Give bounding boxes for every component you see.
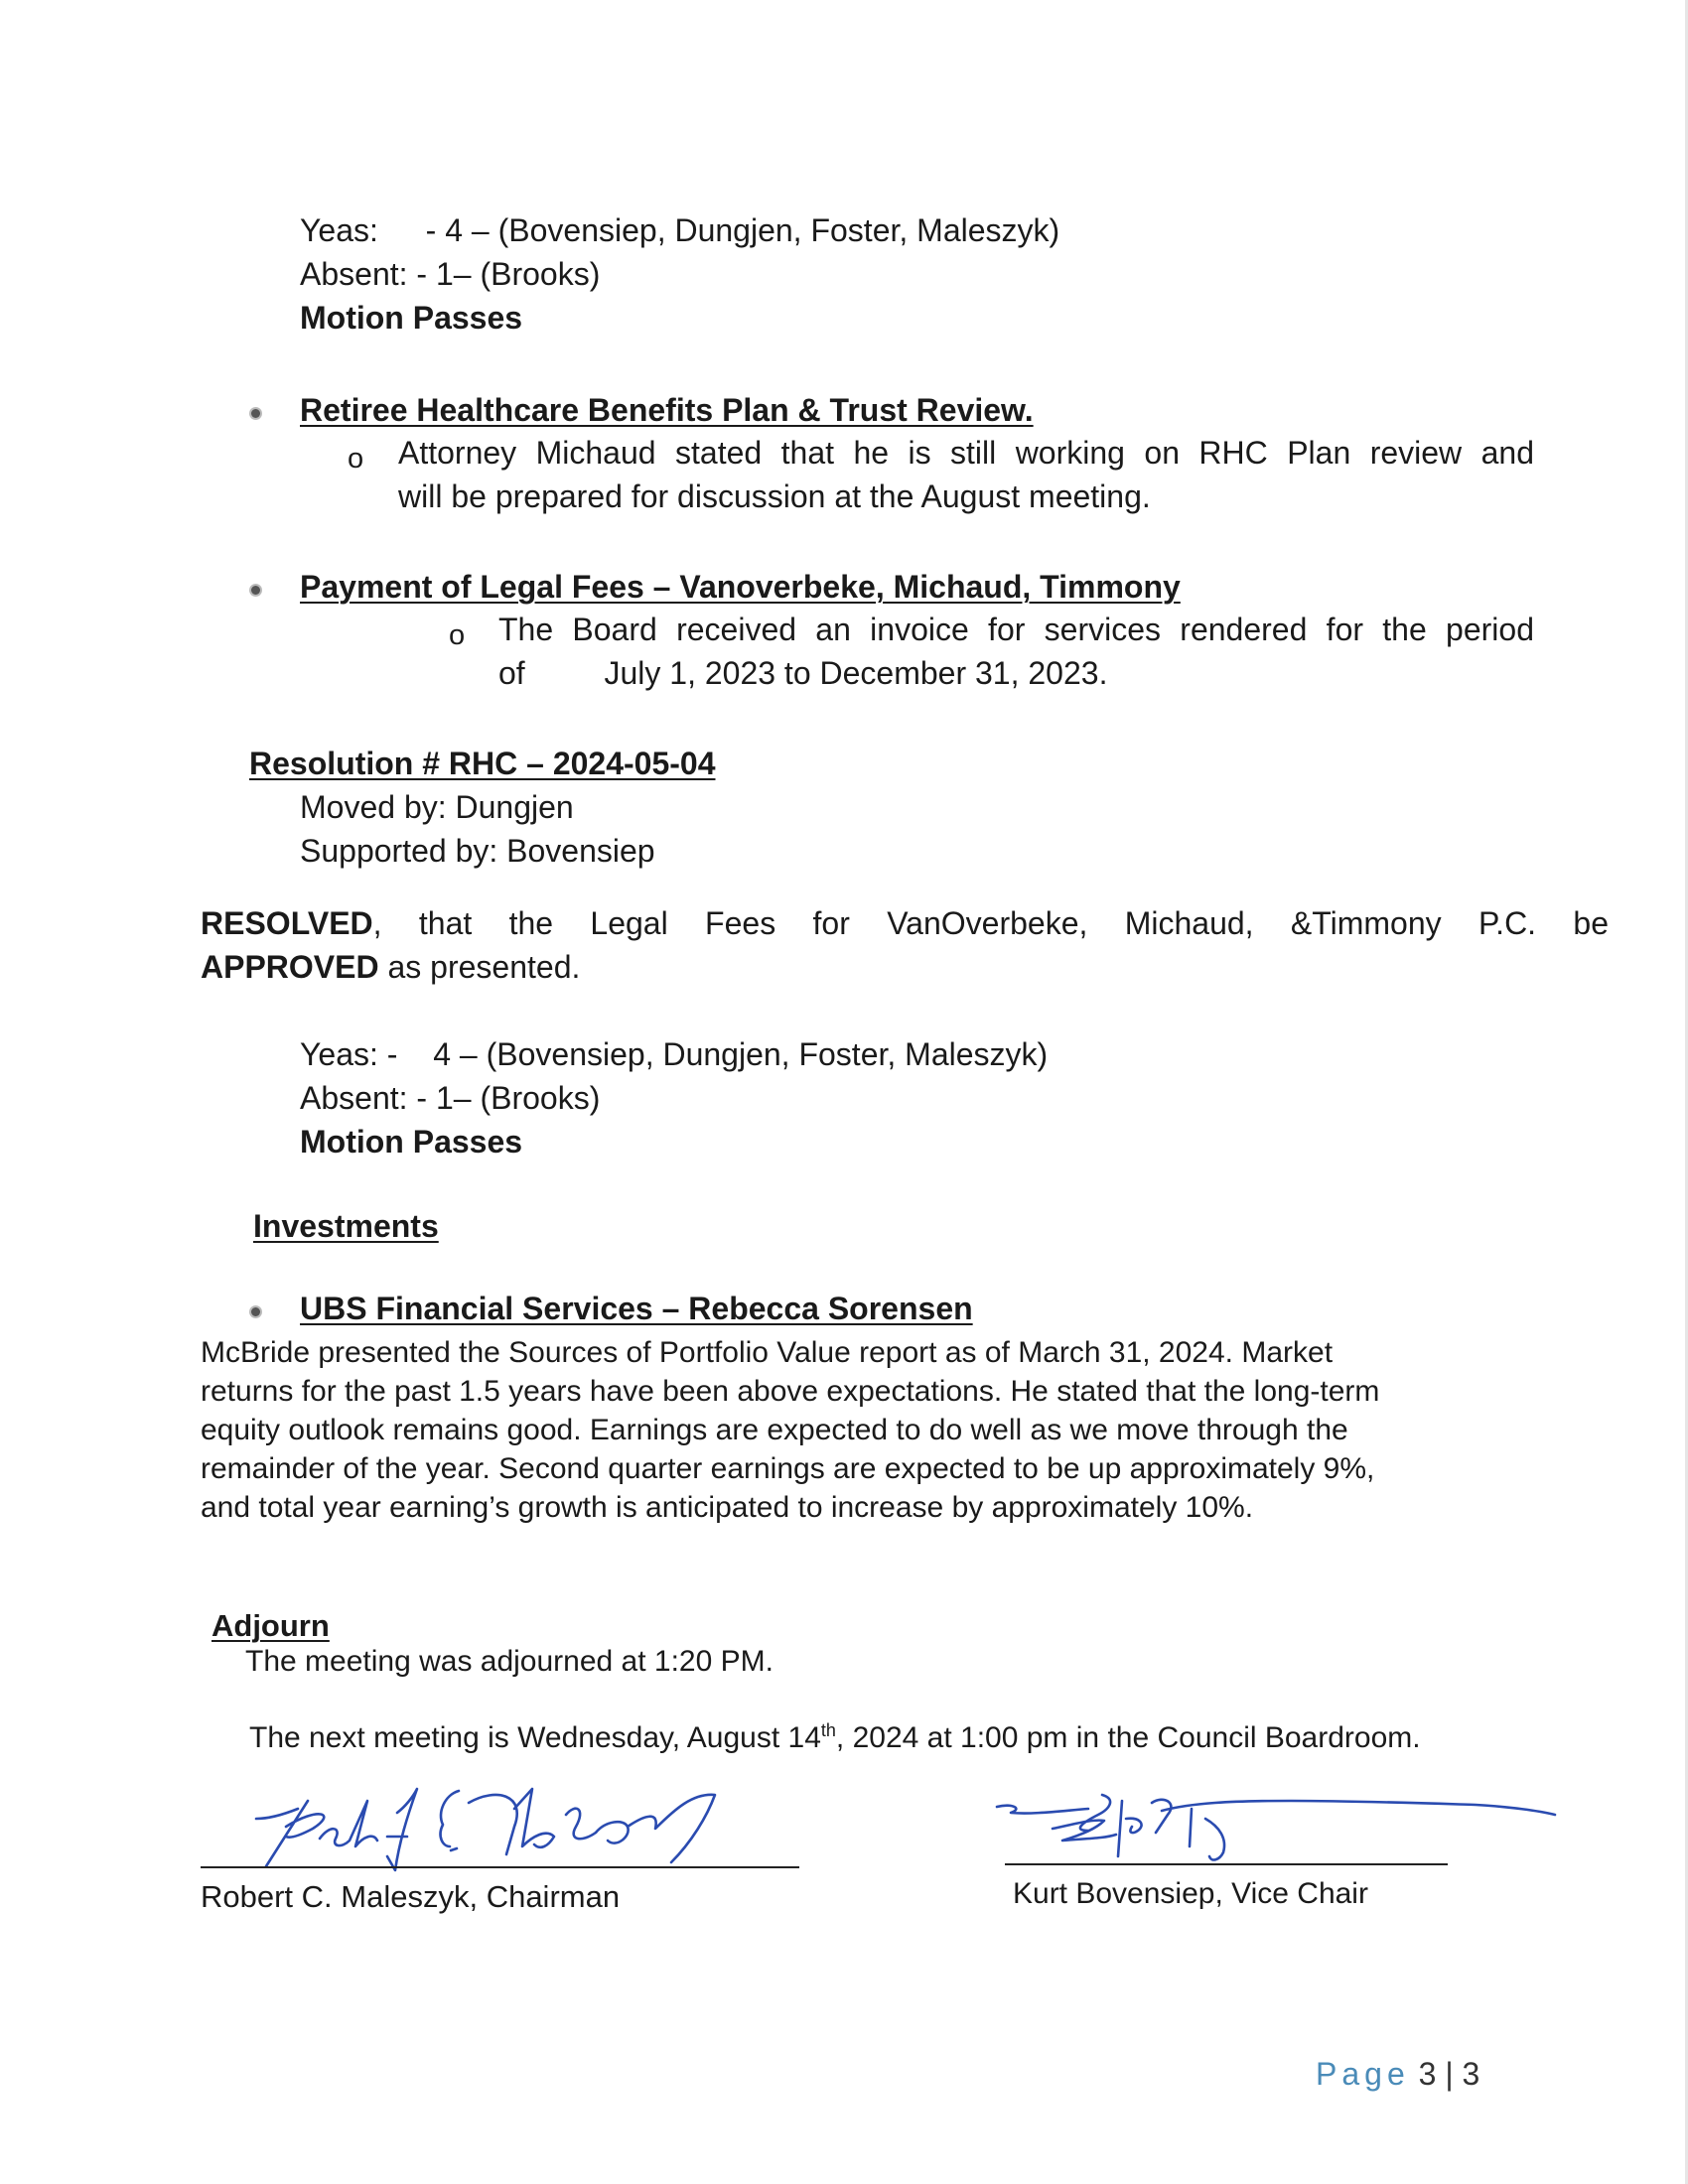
paragraph-line: remainder of the year. Second quarter earnings are expected to be up approximately 9%,: [201, 1452, 1375, 1485]
absent-value: - 1– (Brooks): [416, 1080, 601, 1116]
approved-text: as presented.: [378, 949, 581, 985]
bullet-icon: [251, 1307, 260, 1316]
legal-fees-heading: Payment of Legal Fees – Vanoverbeke, Michaud, Timmony: [300, 569, 1181, 605]
supported-by: Supported by: Bovensiep: [300, 833, 655, 869]
next-meeting-date: The next meeting is Wednesday, August 14: [249, 1721, 821, 1754]
legal-of: of: [498, 655, 525, 691]
paragraph-line: equity outlook remains good. Earnings are expected to do well as we move through the: [201, 1414, 1348, 1446]
bullet-icon: [251, 586, 260, 595]
approved-line: [201, 948, 580, 986]
motion-result: Motion Passes: [300, 1124, 523, 1160]
yeas-value: 4 – (Bovensiep, Dungjen, Foster, Maleszyk): [433, 1036, 1049, 1072]
adjourn-text: The meeting was adjourned at 1:20 PM.: [245, 1645, 774, 1678]
vote-yeas-row: [300, 1035, 1048, 1073]
hollow-bullet-icon: o: [449, 619, 466, 651]
ordinal-suffix: th: [820, 1720, 836, 1740]
next-meeting-details: , 2024 at 1:00 pm in the Council Boardroom.: [835, 1721, 1421, 1754]
investments-paragraph: [201, 1333, 1379, 1527]
rhc-bullet-line-2: will be prepared for discussion at the August meeting.: [398, 478, 1151, 514]
page-number: [1316, 2056, 1479, 2093]
chairman-signature: [238, 1767, 834, 1876]
yeas-label: Yeas: -: [300, 1036, 398, 1072]
absent-label: Absent:: [300, 256, 408, 292]
next-meeting: [249, 1720, 1421, 1755]
motion-result: Motion Passes: [300, 300, 523, 336]
legal-bullet-line-2: [498, 654, 1107, 692]
vote-yeas-row: [300, 211, 1059, 249]
paragraph-line: and total year earning’s growth is anticipated to increase by approximately 10%.: [201, 1491, 1254, 1524]
ubs-heading: UBS Financial Services – Rebecca Sorensen: [300, 1291, 973, 1326]
bullet-icon: [251, 409, 260, 418]
rhc-bullet-line-1: Attorney Michaud stated that he is still working on RHC Plan review and: [398, 435, 1534, 471]
resolved-word: RESOLVED: [201, 905, 373, 941]
page-word: Page: [1316, 2056, 1410, 2092]
resolved-line: [201, 904, 1609, 942]
moved-by: Moved by: Dungjen: [300, 789, 574, 825]
paragraph-line: returns for the past 1.5 years have been above expectations. He stated that the long-term: [201, 1375, 1380, 1408]
vice-chair-name: Kurt Bovensiep, Vice Chair: [1013, 1877, 1368, 1910]
page-count: 3 | 3: [1418, 2056, 1480, 2092]
chairman-signature-line: [201, 1866, 799, 1868]
absent-value: - 1– (Brooks): [416, 256, 601, 292]
hollow-bullet-icon: o: [348, 443, 364, 475]
resolution-title: Resolution # RHC – 2024-05-04: [249, 746, 716, 781]
absent-label: Absent:: [300, 1080, 408, 1116]
legal-bullet-line-1: The Board received an invoice for services rendered for the period: [498, 612, 1534, 647]
chairman-name: Robert C. Maleszyk, Chairman: [201, 1879, 621, 1914]
legal-period: July 1, 2023 to December 31, 2023.: [604, 655, 1108, 691]
paragraph-line: McBride presented the Sources of Portfolio Value report as of March 31, 2024. Market: [201, 1336, 1334, 1369]
yeas-label: Yeas:: [300, 212, 378, 248]
resolved-text: , that the Legal Fees for VanOverbeke, Michaud, &Timmony P.C. be: [372, 905, 1609, 941]
adjourn-heading: Adjourn: [211, 1608, 330, 1643]
vote-absent-row: [300, 255, 600, 293]
vice-chair-signature-line: [1005, 1863, 1448, 1865]
investments-heading: Investments: [253, 1208, 439, 1244]
vote-absent-row: [300, 1079, 600, 1117]
rhc-heading: Retiree Healthcare Benefits Plan & Trust Review.: [300, 392, 1034, 428]
approved-word: APPROVED: [201, 949, 379, 985]
yeas-value: - 4 – (Bovensiep, Dungjen, Foster, Maleszyk): [425, 212, 1060, 248]
